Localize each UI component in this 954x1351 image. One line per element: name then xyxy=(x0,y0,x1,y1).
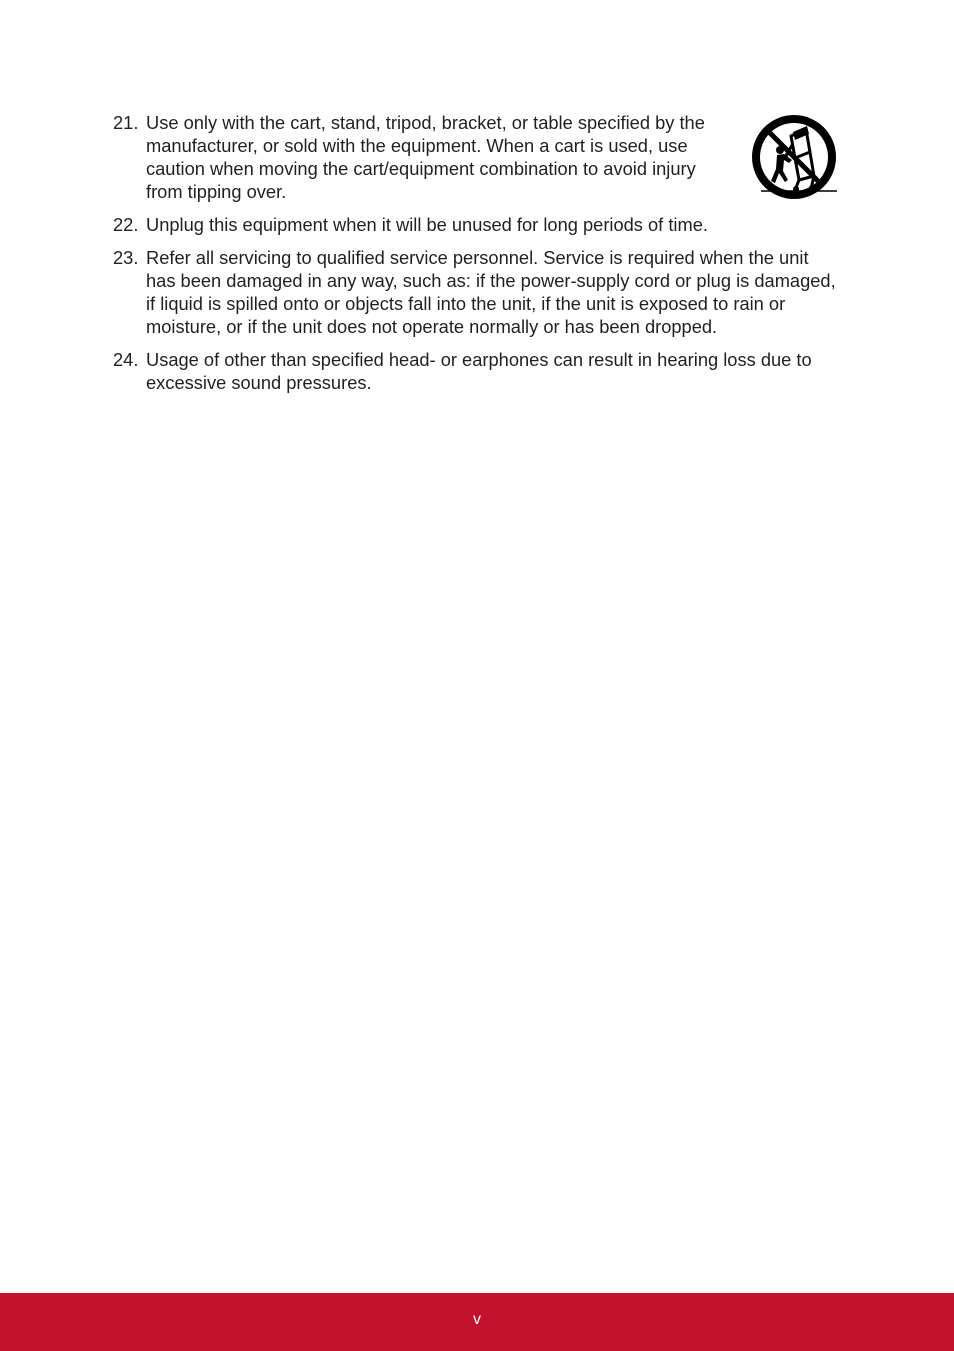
list-item xyxy=(113,111,838,203)
item-text: Unplug this equipment when it will be unused for long periods of time. xyxy=(146,214,708,235)
item-number: 24. xyxy=(113,349,139,370)
page-footer xyxy=(0,1293,954,1351)
item-text: Use only with the cart, stand, tripod, bracket, or table specified by the manufacturer, or sold with the equipment. When a cart is used, use caution when moving the cart/equipment combination to avoid injury from tipping over. xyxy=(146,112,705,202)
safety-instructions-list xyxy=(113,111,838,404)
list-item xyxy=(113,348,838,394)
item-number: 21. xyxy=(113,112,139,133)
item-number: 22. xyxy=(113,214,139,235)
list-item xyxy=(113,246,838,338)
item-text: Refer all servicing to qualified service personnel. Service is required when the unit has been damaged in any way, such as: if the power-supply cord or plug is damaged, if liquid is spilled onto or objects fall into the unit, if the unit is exposed to rain or moisture, or if the unit does not operate normally or has been dropped. xyxy=(146,247,836,337)
item-text: Usage of other than specified head- or earphones can result in hearing loss due to excessive sound pressures. xyxy=(146,349,812,393)
cart-tip-over-warning-icon xyxy=(751,114,839,200)
page-number: v xyxy=(473,1311,481,1328)
item-number: 23. xyxy=(113,247,139,268)
list-item xyxy=(113,213,838,236)
